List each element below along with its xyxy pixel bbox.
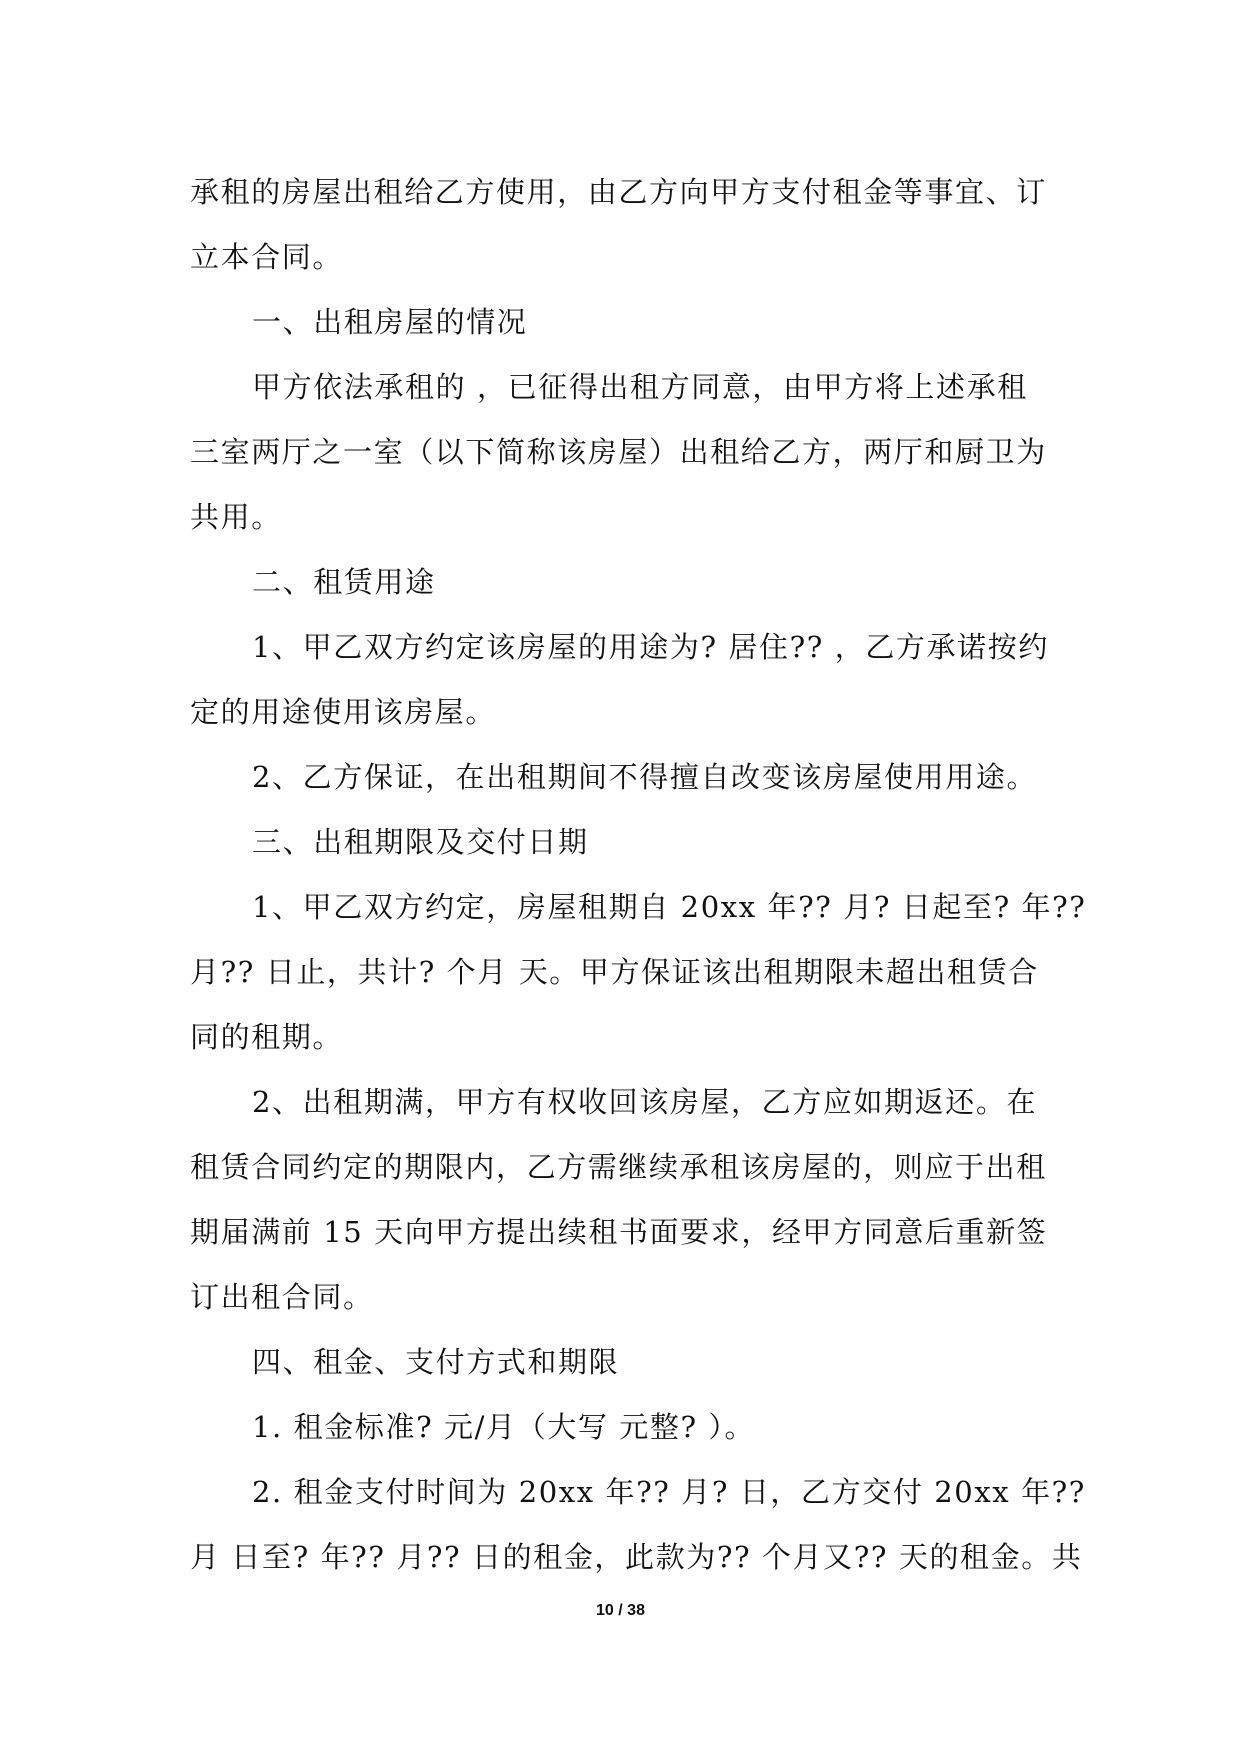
text-line: 1. 租金标准? 元/月（大写 元整? ）。: [252, 1410, 756, 1444]
text-line: 1、甲乙双方约定，房屋租期自 20xx 年?? 月? 日起至? 年??: [252, 890, 1087, 924]
page-number: 10 / 38: [596, 1602, 645, 1619]
text-line: 三室两厅之一室（以下简称该房屋）出租给乙方，两厅和厨卫为: [190, 435, 1047, 469]
text-line: 四、租金、支付方式和期限: [252, 1345, 620, 1379]
text-line: 立本合同。: [190, 240, 344, 274]
text-line: 甲方依法承租的 ，已征得出租方同意，由甲方将上述承租: [252, 370, 1028, 404]
text-line: 月?? 日止，共计? 个月 天。甲方保证该出租期限未超出租赁合: [190, 955, 1039, 989]
text-line: 订出租合同。: [190, 1280, 374, 1314]
text-line: 定的用途使用该房屋。: [190, 695, 497, 729]
text-line: 承租的房屋出租给乙方使用，由乙方向甲方支付租金等事宜、订: [190, 175, 1047, 209]
text-line: 三、出租期限及交付日期: [252, 825, 589, 859]
text-line: 2、乙方保证，在出租期间不得擅自改变该房屋使用用途。: [252, 760, 1038, 794]
text-line: 月 日至? 年?? 月?? 日的租金，此款为?? 个月又?? 天的租金。共: [190, 1540, 1083, 1574]
text-line: 1、甲乙双方约定该房屋的用途为? 居住?? ，乙方承诺按约: [252, 630, 1049, 664]
document-body: [190, 160, 1087, 1590]
text-line: 2、出租期满，甲方有权收回该房屋，乙方应如期返还。在: [252, 1085, 1038, 1119]
text-line: 同的租期。: [190, 1020, 344, 1054]
text-line: 一、出租房屋的情况: [252, 305, 528, 339]
text-line: 2. 租金支付时间为 20xx 年?? 月? 日，乙方交付 20xx 年??: [252, 1475, 1086, 1509]
text-line: 期届满前 15 天向甲方提出续租书面要求，经甲方同意后重新签: [190, 1215, 1048, 1249]
text-line: 共用。: [190, 500, 282, 534]
text-line: 二、租赁用途: [252, 565, 436, 599]
text-line: 租赁合同约定的期限内，乙方需继续承租该房屋的，则应于出租: [190, 1150, 1047, 1184]
